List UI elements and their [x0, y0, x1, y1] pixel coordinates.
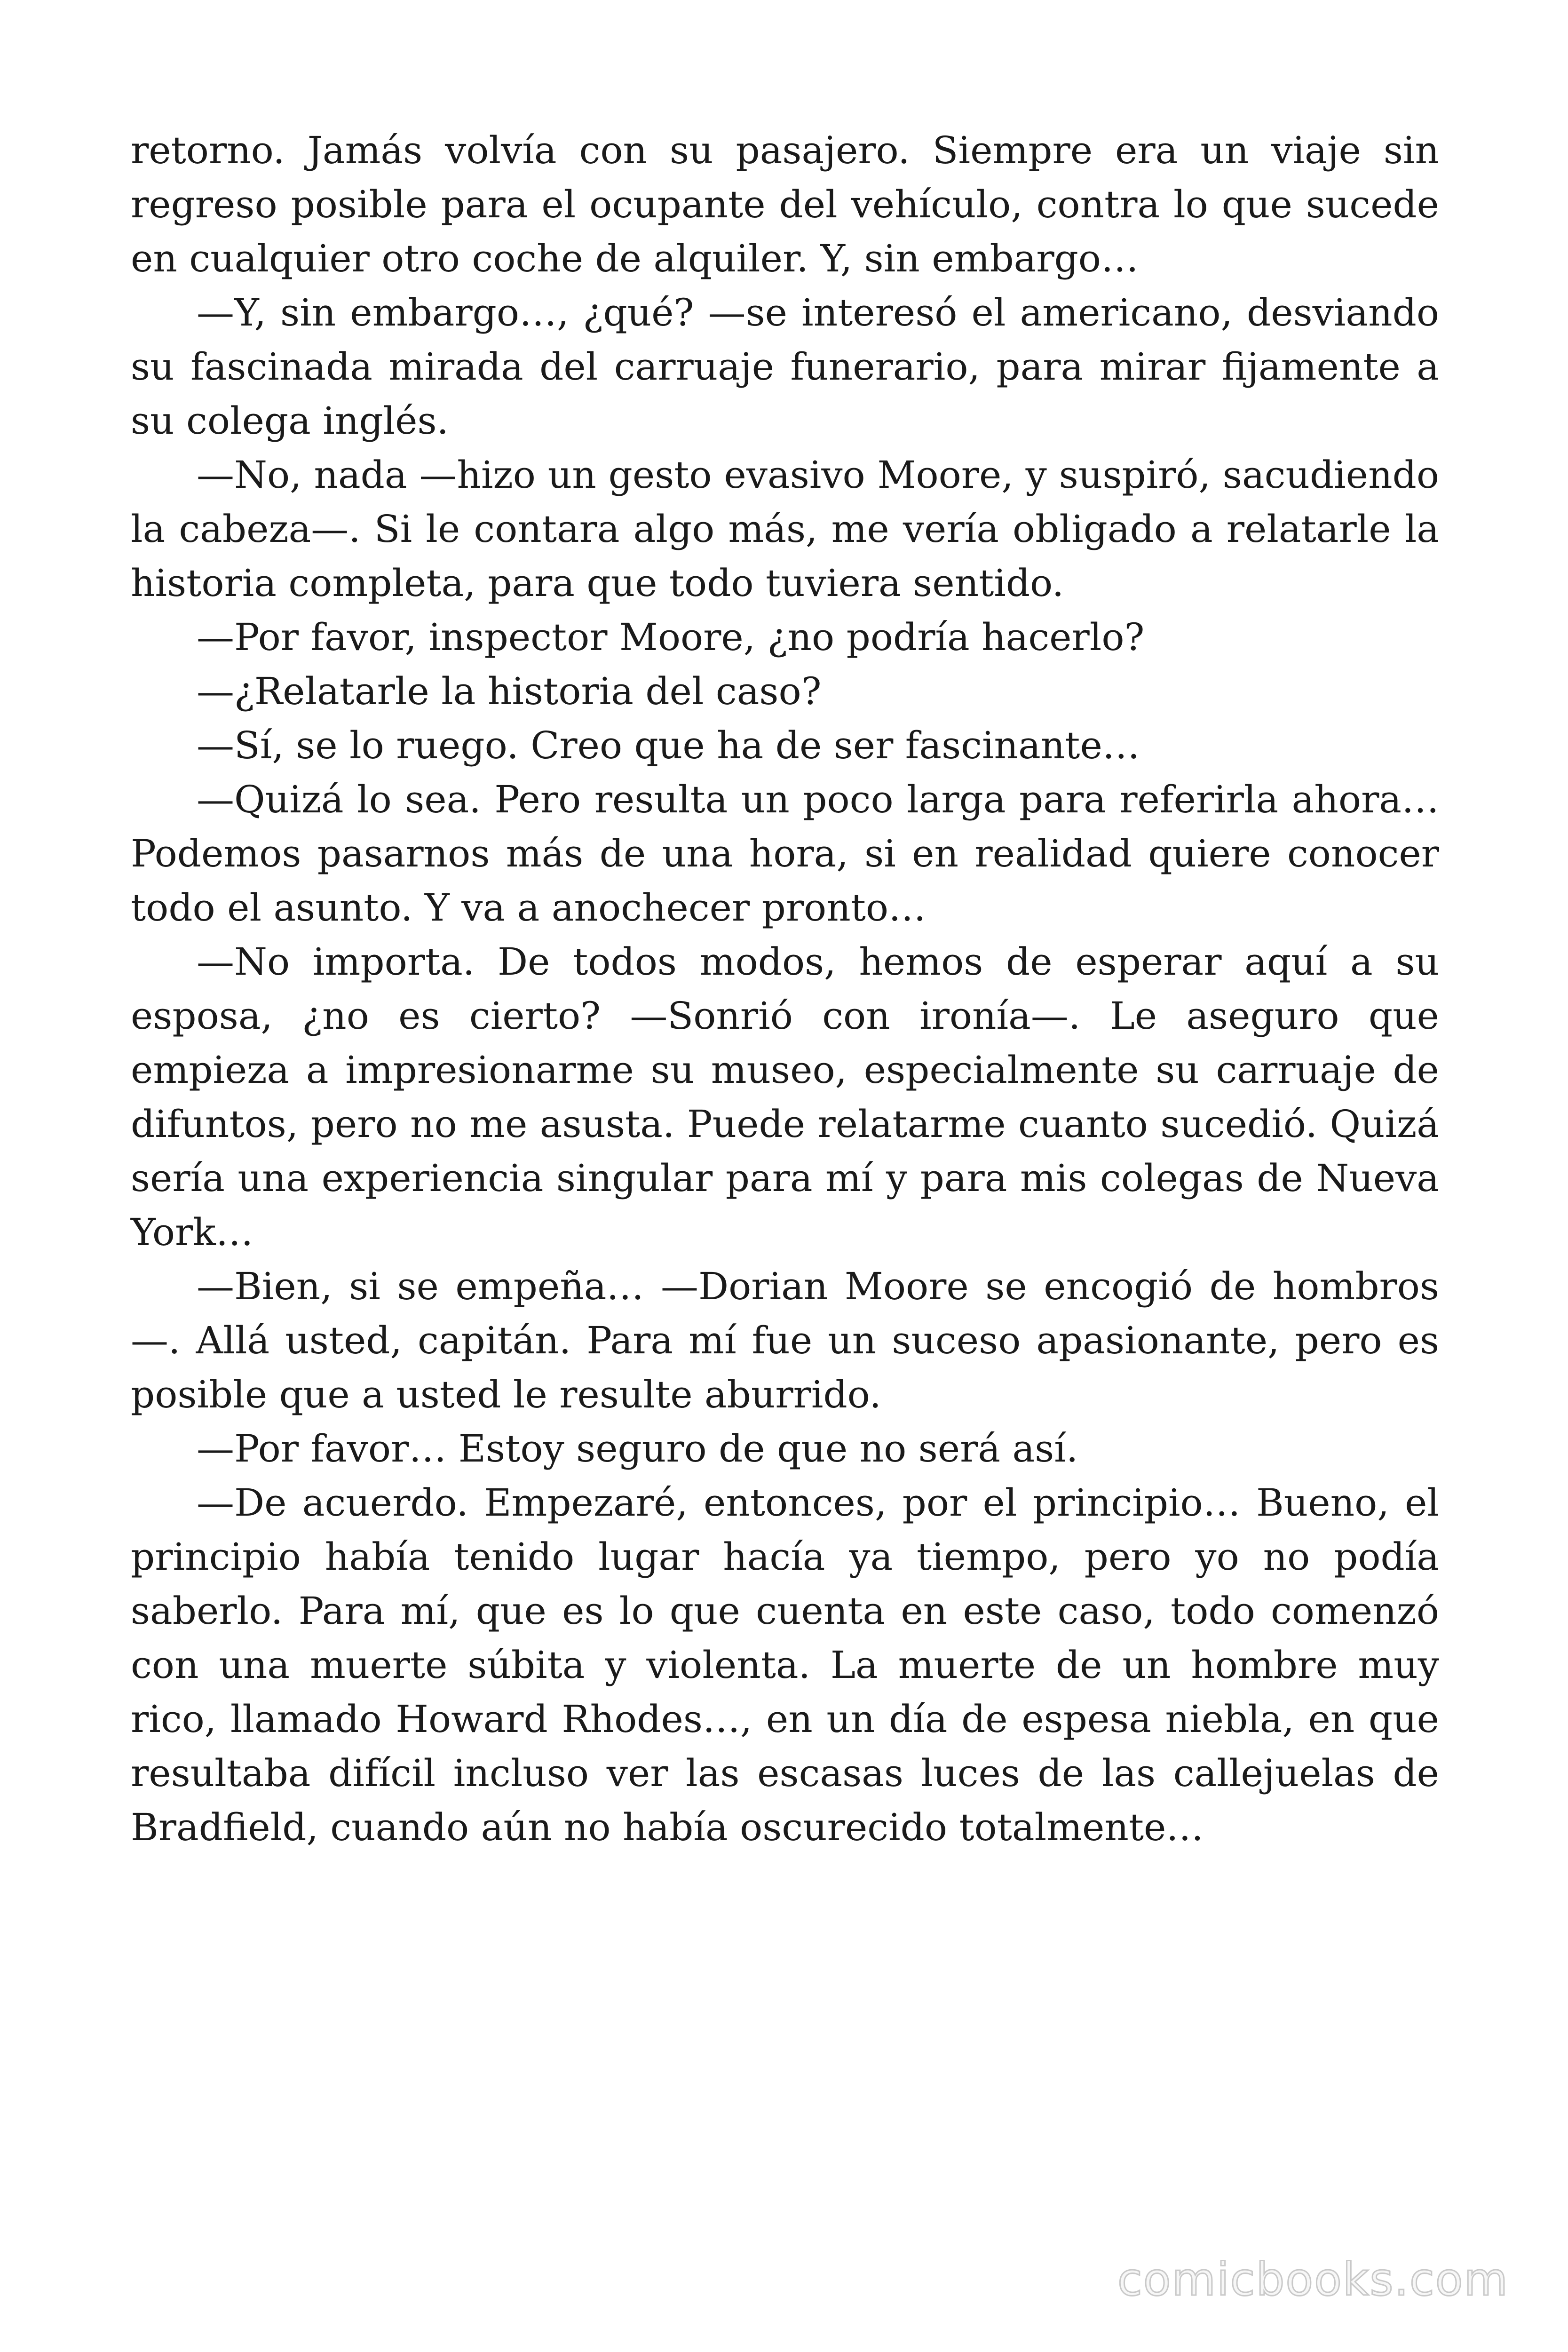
paragraph: —Por favor, inspector Moore, ¿no podría hacerlo?: [197, 615, 1145, 659]
page-body-text: [131, 123, 1439, 1854]
paragraph: —De acuerdo. Empezaré, entonces, por el principio… Bueno, el principio había tenido lugar hacía ya tiempo, pero yo no podía saberlo. Para mí, que es lo que cuenta en este caso, todo comenzó con una muerte súbita y violenta. La muerte de un hombre muy rico, llamado Howard Rhodes…, en un día de espesa niebla, en que resultaba difícil incluso ver las escasas luces de las callejuelas de Bradfield, cuando aún no había oscurecido totalmente…: [131, 1481, 1439, 1849]
paragraph: —No, nada —hizo un gesto evasivo Moore, y suspiró, sacudiendo la cabeza—. Si le contara algo más, me vería obligado a relatarle la historia completa, para que todo tuviera sentido.: [131, 453, 1439, 605]
paragraph: —Por favor… Estoy seguro de que no será así.: [197, 1427, 1078, 1470]
paragraph: —Bien, si se empeña… —Dorian Moore se encogió de hombros —. Allá usted, capitán. Para mí fue un suceso apasionante, pero es posible que a usted le resulte aburrido.: [131, 1264, 1439, 1416]
paragraph: retorno. Jamás volvía con su pasajero. Siempre era un viaje sin regreso posible para el ocupante del vehículo, contra lo que sucede en cualquier otro coche de alquiler. Y, sin embargo…: [131, 128, 1439, 280]
watermark: comicbooks.com: [1117, 2253, 1509, 2306]
paragraph: —Quizá lo sea. Pero resulta un poco larga para referirla ahora… Podemos pasarnos más de una hora, si en realidad quiere conocer todo el asunto. Y va a anochecer pronto…: [131, 778, 1439, 930]
paragraph: —Y, sin embargo…, ¿qué? —se interesó el americano, desviando su fascinada mirada del carruaje funerario, para mirar fijamente a su colega inglés.: [131, 291, 1439, 443]
paragraph: —No importa. De todos modos, hemos de esperar aquí a su esposa, ¿no es cierto? —Sonrió con ironía—. Le aseguro que empieza a impresionarme su museo, especialmente su carruaje de difuntos, pero no me asusta. Puede relatarme cuanto sucedió. Quizá sería una experiencia singular para mí y para mis colegas de Nueva York…: [131, 940, 1439, 1254]
paragraph: —Sí, se lo ruego. Creo que ha de ser fascinante…: [197, 723, 1140, 767]
paragraph: —¿Relatarle la historia del caso?: [197, 669, 822, 713]
